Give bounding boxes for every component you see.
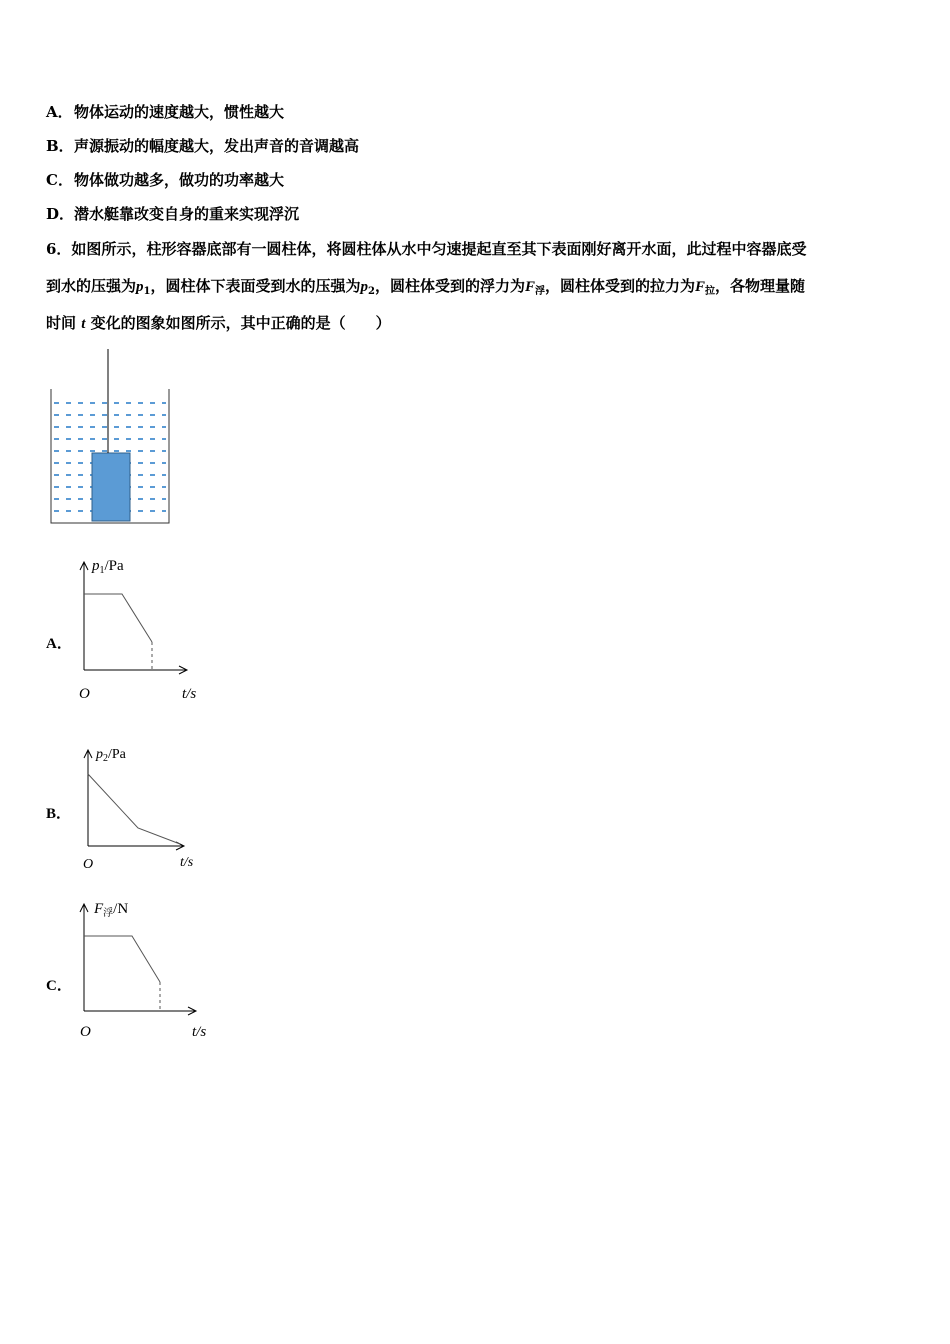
option-letter: C．: [46, 171, 73, 189]
y-axis-label: $p_1/Pa$: [92, 558, 124, 576]
option-a: [46, 102, 284, 122]
q6-text: 时间: [46, 314, 77, 332]
graph-curve: [84, 936, 160, 982]
option-text: 潜水艇靠改变自身的重来实现浮沉: [74, 205, 300, 223]
option-c: [46, 170, 284, 190]
var-sub: 2: [368, 286, 375, 297]
option-letter: D．: [46, 205, 75, 223]
origin-label: O: [79, 686, 90, 702]
graph-b: [74, 742, 214, 877]
q6-text: ，圆柱体受到的浮力为: [374, 277, 525, 295]
container-diagram: [44, 345, 179, 530]
q6-text: 变化的图象如图所示，其中正确的是（ ）: [90, 314, 391, 332]
graph-b-label: B．: [46, 806, 72, 822]
q6-text: ，圆柱体下表面受到水的压强为: [150, 277, 361, 295]
q6-line2: [46, 276, 805, 297]
var-sub: 拉: [705, 286, 716, 297]
option-text: 物体运动的速度越大，惯性越大: [74, 103, 285, 121]
x-axis-label: t/s: [192, 1024, 207, 1040]
graph-c-label: C．: [46, 978, 72, 994]
option-b: [46, 136, 359, 156]
graph-a-label: A．: [46, 636, 72, 652]
option-text: 声源振动的幅度越大，发出声音的音调越高: [74, 137, 360, 155]
y-axis-label: $p_2/Pa$: [96, 747, 126, 764]
y-axis-label: $F_浮/N$: [94, 901, 129, 919]
x-axis-label: t/s: [182, 686, 197, 702]
var-f: F: [524, 279, 535, 295]
var-t: t: [81, 316, 86, 332]
graph-a: [72, 552, 212, 707]
q6-line3: [46, 313, 391, 334]
q6-text: ，圆柱体受到的拉力为: [545, 277, 696, 295]
option-d: [46, 204, 299, 224]
origin-label: O: [83, 857, 94, 872]
q6-text: 到水的压强为: [46, 277, 137, 295]
var-p: p: [136, 279, 144, 295]
cylinder: [92, 453, 130, 521]
origin-label: O: [80, 1024, 91, 1040]
graph-c: [72, 896, 222, 1046]
var-sub: 浮: [535, 286, 545, 297]
q6-line1: 6．如图所示，柱形容器底部有一圆柱体，将圆柱体从水中匀速提起直至其下表面刚好离开水面，此过程中容器底受: [46, 240, 807, 258]
var-p: p: [360, 279, 368, 295]
x-axis-label: t/s: [180, 855, 194, 870]
var-f: F: [695, 279, 706, 295]
q6-text: ，各物理量随: [715, 277, 806, 295]
option-text: 物体做功越多，做功的功率越大: [74, 171, 285, 189]
graph-curve: [88, 774, 180, 844]
graph-curve: [84, 594, 152, 642]
option-letter: B．: [46, 137, 74, 155]
var-sub: 1: [143, 286, 151, 297]
option-letter: A．: [46, 103, 73, 121]
